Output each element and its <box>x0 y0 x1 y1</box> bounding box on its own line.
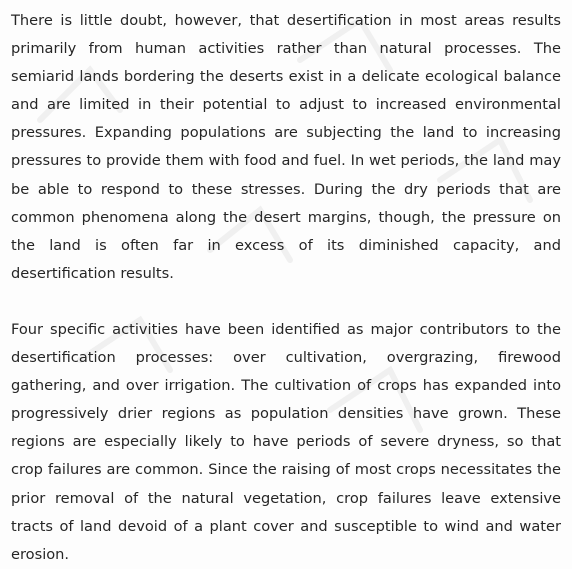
paragraph-2: Four specific activities have been identified as major contributors to the desertification processes: over cultivation, overgrazing, firewood gathering, and over irrigation. The cultivation of crops has expanded into progressively drier regions as population densities have grown. These regions are especially likely to have periods of severe dryness, so that crop failures are common. Since the raising of most crops necessitates the prior removal of the natural vegetation, crop failures leave extensive tracts of land devoid of a plant cover and susceptible to wind and water erosion. <box>11 320 561 563</box>
document-body <box>11 0 561 569</box>
paragraph-1: There is little doubt, however, that desertification in most areas results primarily from human activities rather than natural processes. The semiarid lands bordering the deserts exist in a delicate ecological balance and are limited in their potential to adjust to increased environmental pressures. Expanding populations are subjecting the land to increasing pressures to provide them with food and fuel. In wet periods, the land may be able to respond to these stresses. During the dry periods that are common phenomena along the desert margins, though, the pressure on the land is often far in excess of its diminished capacity, and desertification results. <box>11 12 561 282</box>
